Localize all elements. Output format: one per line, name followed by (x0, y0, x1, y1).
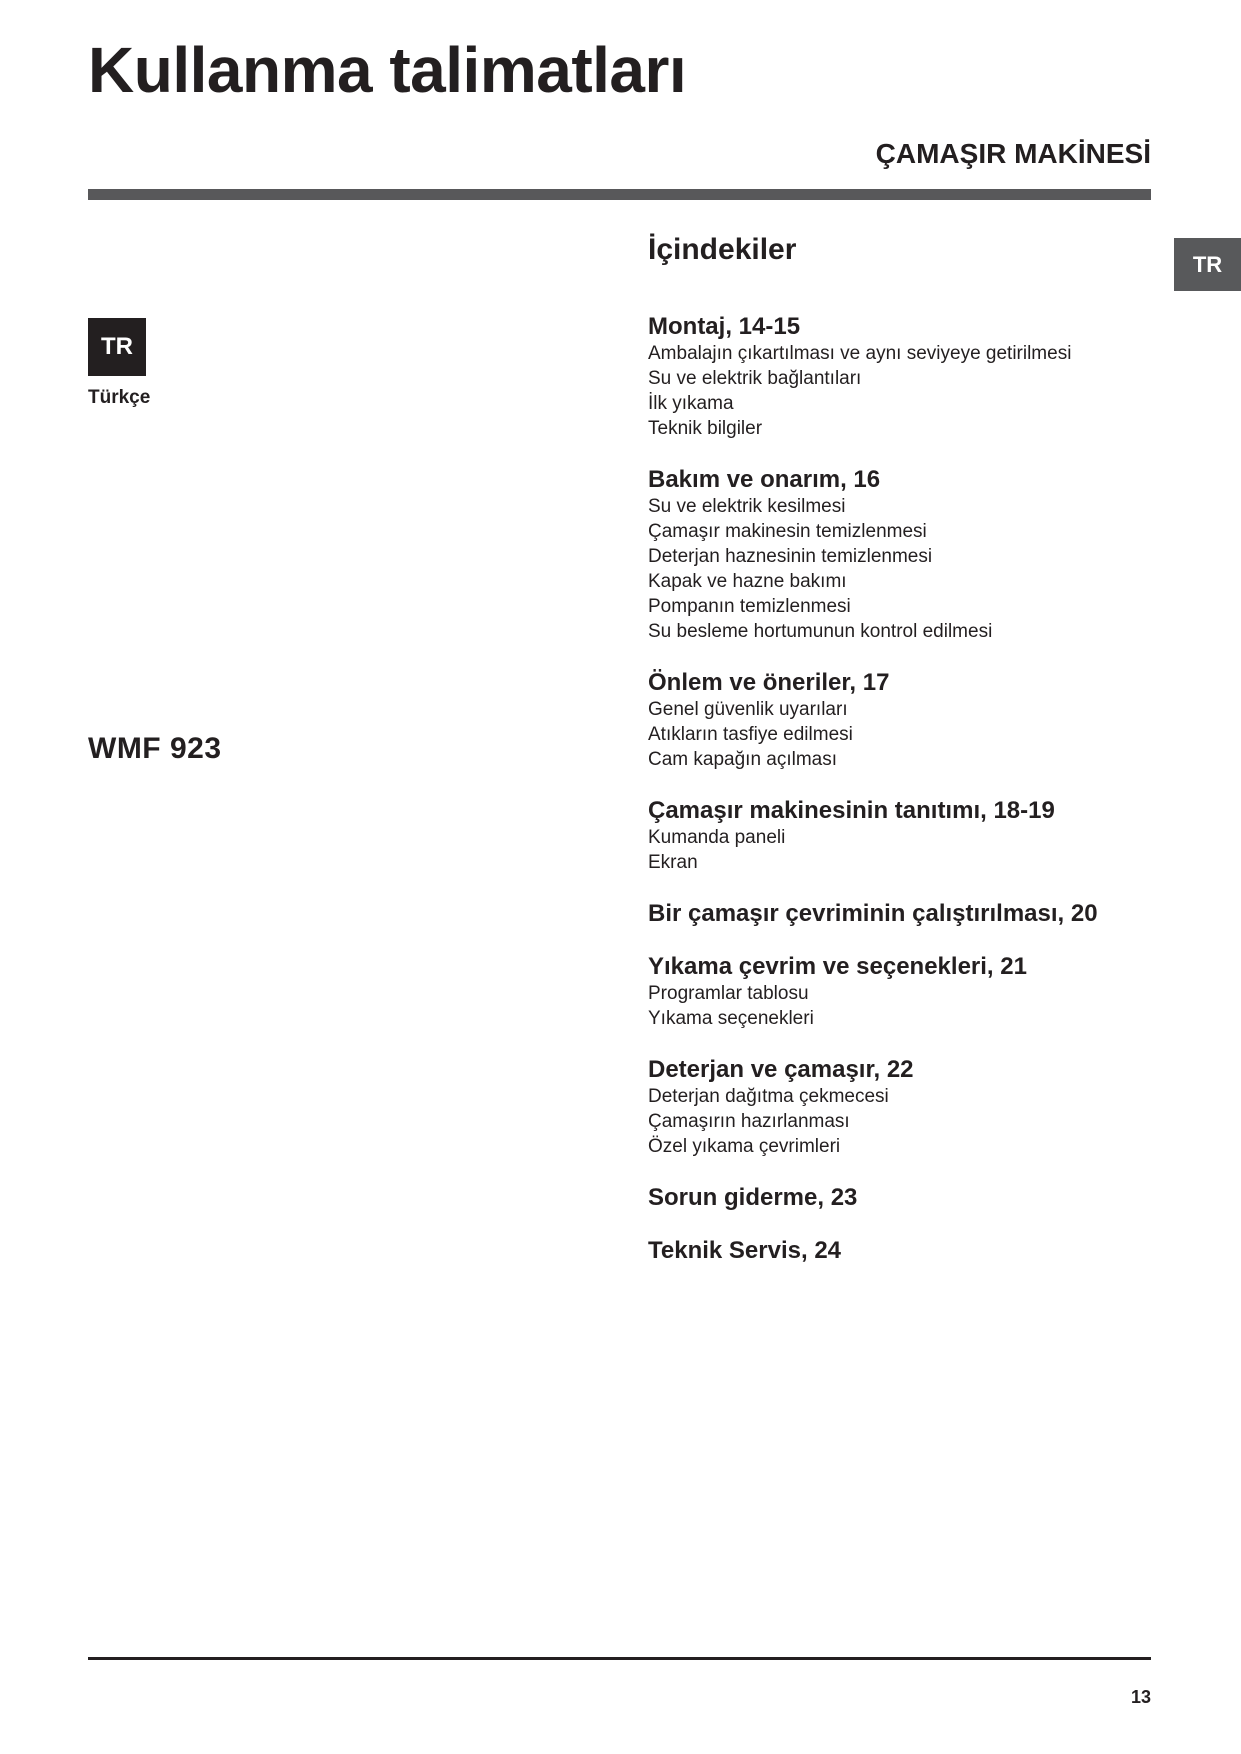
language-badge: TR (88, 318, 146, 376)
toc-section (648, 465, 1168, 644)
toc-section-title: Önlem ve öneriler, 17 (648, 669, 890, 696)
toc-section (648, 668, 1168, 772)
toc-section (648, 899, 1168, 928)
toc-section (648, 1236, 1168, 1265)
toc-item: Kumanda paneli (648, 827, 786, 848)
product-type: ÇAMAŞIR MAKİNESİ (875, 138, 1151, 169)
toc-heading: İçindekiler (648, 233, 797, 266)
toc-item: Çamaşır makinesin temizlenmesi (648, 521, 927, 542)
language-side-tab: TR (1174, 238, 1241, 291)
footer-divider (88, 1657, 1151, 1660)
toc-item: Programlar tablosu (648, 983, 809, 1004)
toc-item: Kapak ve hazne bakımı (648, 571, 847, 592)
toc-item: Genel güvenlik uyarıları (648, 699, 848, 720)
page-number: 13 (1130, 1687, 1151, 1707)
toc-item: Su ve elektrik kesilmesi (648, 496, 846, 517)
toc-section-title: Teknik Servis, 24 (648, 1237, 842, 1264)
toc-section (648, 312, 1168, 441)
toc-section-title: Deterjan ve çamaşır, 22 (648, 1056, 914, 1083)
toc-section (648, 1055, 1168, 1159)
toc-section (648, 952, 1168, 1031)
toc-item: Teknik bilgiler (648, 418, 763, 439)
language-name: Türkçe (88, 387, 151, 408)
toc-item: Su ve elektrik bağlantıları (648, 368, 862, 389)
toc-section-title: Yıkama çevrim ve seçenekleri, 21 (648, 953, 1027, 980)
model-name: WMF 923 (88, 732, 222, 765)
toc-item: Deterjan dağıtma çekmecesi (648, 1086, 889, 1107)
toc-item: Atıkların tasfiye edilmesi (648, 724, 853, 745)
toc-item: Pompanın temizlenmesi (648, 596, 851, 617)
toc-item: Cam kapağın açılması (648, 749, 838, 770)
toc-section-title: Bir çamaşır çevriminin çalıştırılması, 20 (648, 900, 1098, 927)
toc-section-title: Bakım ve onarım, 16 (648, 466, 881, 493)
document-title: Kullanma talimatları (88, 34, 687, 106)
table-of-contents (648, 312, 1168, 1289)
toc-section-title: Çamaşır makinesinin tanıtımı, 18-19 (648, 797, 1055, 824)
toc-item: Çamaşırın hazırlanması (648, 1111, 850, 1132)
toc-item: Ekran (648, 852, 698, 873)
toc-section-title: Montaj, 14-15 (648, 313, 801, 340)
toc-item: Özel yıkama çevrimleri (648, 1136, 841, 1157)
toc-item: İlk yıkama (648, 393, 734, 414)
toc-item: Deterjan haznesinin temizlenmesi (648, 546, 933, 567)
header-divider (88, 189, 1151, 200)
toc-section (648, 796, 1168, 875)
toc-item: Yıkama seçenekleri (648, 1008, 814, 1029)
toc-item: Su besleme hortumunun kontrol edilmesi (648, 621, 993, 642)
toc-section-title: Sorun giderme, 23 (648, 1184, 858, 1211)
toc-item: Ambalajın çıkartılması ve aynı seviyeye getirilmesi (648, 343, 1072, 364)
toc-section (648, 1183, 1168, 1212)
